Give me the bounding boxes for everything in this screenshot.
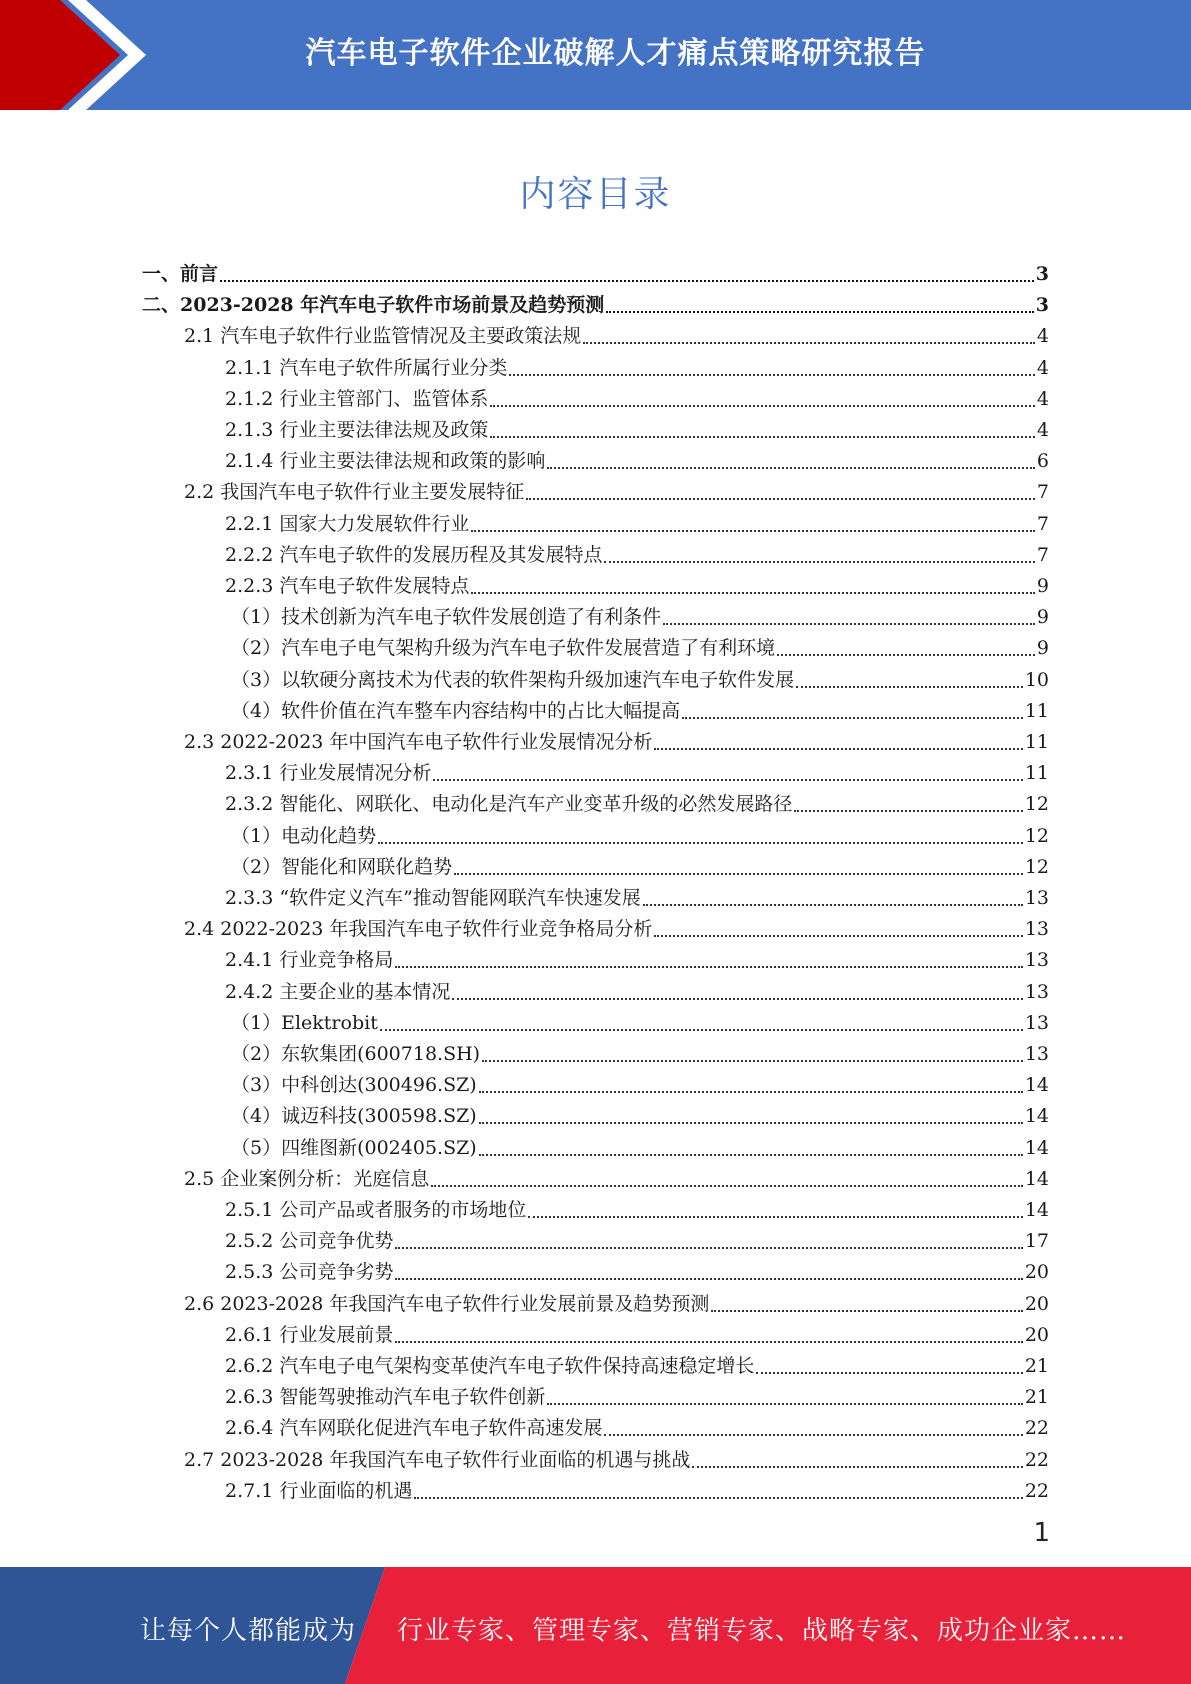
toc-entry-page: 14 xyxy=(1024,1136,1049,1159)
toc-entry-label: 2.6.4 汽车网联化促进汽车电子软件高速发展 xyxy=(225,1417,603,1440)
toc-entry-page: 11 xyxy=(1024,731,1049,753)
toc-entry-label: 2.1.1 汽车电子软件所属行业分类 xyxy=(225,356,508,379)
toc-dot-leader xyxy=(682,716,1023,719)
toc-entry-page: 11 xyxy=(1024,699,1049,722)
toc-dot-leader xyxy=(471,591,1035,594)
toc-dot-leader xyxy=(547,1402,1022,1405)
toc-entry[interactable] xyxy=(225,940,1049,971)
toc-entry[interactable] xyxy=(231,847,1049,878)
toc-entry-page: 12 xyxy=(1024,793,1049,816)
toc-dot-leader xyxy=(692,1465,1022,1468)
toc-entry-page: 22 xyxy=(1024,1479,1049,1502)
toc-entry[interactable] xyxy=(225,566,1049,597)
toc-entry-label: 2.3 2022-2023 年中国汽车电子软件行业发展情况分析 xyxy=(184,731,653,753)
toc-entry-label: 2.5.2 公司竞争优势 xyxy=(225,1230,394,1253)
footer-slogan-right: 行业专家、管理专家、营销专家、战略专家、成功企业家…… xyxy=(397,1616,1127,1646)
toc-entry-label: 2.4.1 行业竞争格局 xyxy=(225,949,394,972)
toc-entry-label: 2.4 2022-2023 年我国汽车电子软件行业竞争格局分析 xyxy=(184,918,653,941)
toc-entry-page: 9 xyxy=(1036,575,1049,597)
toc-entry-page: 14 xyxy=(1024,1105,1049,1128)
toc-dot-leader xyxy=(654,934,1022,937)
toc-entry[interactable] xyxy=(231,1034,1049,1065)
toc-entry[interactable] xyxy=(225,441,1049,472)
toc-entry-label: 一、前言 xyxy=(142,263,219,285)
toc-dot-leader xyxy=(479,1153,1023,1156)
toc-dot-leader xyxy=(583,341,1035,344)
toc-entry-page: 3 xyxy=(1035,294,1049,317)
toc-entry-label: 2.1.2 行业主管部门、监管体系 xyxy=(225,387,489,410)
toc-dot-leader xyxy=(479,1090,1023,1093)
toc-entry[interactable] xyxy=(225,1252,1049,1283)
toc-dot-leader xyxy=(604,1433,1022,1436)
toc-dot-leader xyxy=(471,529,1035,532)
toc-entry[interactable] xyxy=(231,1003,1049,1034)
toc-entry-page: 13 xyxy=(1024,1011,1049,1034)
footer-band xyxy=(0,1567,1191,1684)
toc-entry[interactable] xyxy=(225,379,1049,410)
toc-dot-leader xyxy=(606,310,1034,313)
toc-dot-leader xyxy=(490,404,1035,407)
toc-entry[interactable] xyxy=(184,722,1049,753)
toc-dot-leader xyxy=(380,1028,1023,1031)
toc-dot-leader xyxy=(414,1496,1022,1499)
toc-entry[interactable] xyxy=(184,472,1049,503)
toc-entry-page: 20 xyxy=(1024,1292,1049,1315)
toc-dot-leader xyxy=(654,747,1022,750)
toc-dot-leader xyxy=(433,778,1022,781)
toc-entry-label: 2.6.3 智能驾驶推动汽车电子软件创新 xyxy=(225,1386,546,1409)
toc-entry-label: 2.2 我国汽车电子软件行业主要发展特征 xyxy=(184,481,525,504)
toc-entry[interactable] xyxy=(225,535,1049,566)
toc-dot-leader xyxy=(395,1246,1022,1249)
toc-entry-page: 20 xyxy=(1024,1261,1049,1284)
toc-dot-leader xyxy=(547,466,1035,469)
toc-entry[interactable] xyxy=(142,285,1049,316)
toc-dot-leader xyxy=(528,1215,1022,1218)
toc-entry[interactable] xyxy=(231,660,1049,691)
toc-entry-page: 13 xyxy=(1024,980,1049,1003)
toc-entry-label: （1）电动化趋势 xyxy=(231,824,377,847)
toc-entry-page: 9 xyxy=(1036,606,1049,629)
toc-entry-page: 21 xyxy=(1024,1386,1049,1409)
toc-dot-leader xyxy=(643,903,1023,906)
toc-entry[interactable] xyxy=(225,1221,1049,1252)
toc-entry[interactable] xyxy=(231,1096,1049,1127)
toc-entry-label: 2.6.2 汽车电子电气架构变革使汽车电子软件保持高速稳定增长 xyxy=(225,1355,755,1377)
toc-dot-leader xyxy=(794,809,1022,812)
toc-entry-label: （3）中科创达(300496.SZ) xyxy=(231,1074,477,1097)
toc-dot-leader xyxy=(395,1277,1022,1280)
toc-entry-label: 2.1.3 行业主要法律法规及政策 xyxy=(225,419,489,441)
toc-entry-page: 17 xyxy=(1024,1230,1049,1253)
toc-entry-page: 12 xyxy=(1024,824,1049,847)
toc-dot-leader xyxy=(509,373,1035,376)
toc-entry-label: （2）东软集团(600718.SH) xyxy=(231,1043,481,1065)
toc-entry-label: （1）Elektrobit xyxy=(231,1011,378,1034)
toc-entry-label: 2.2.2 汽车电子软件的发展历程及其发展特点 xyxy=(225,543,603,566)
toc-dot-leader xyxy=(490,435,1035,438)
toc-entry-label: 2.7 2023-2028 年我国汽车电子软件行业面临的机遇与挑战 xyxy=(184,1448,691,1471)
toc-entry[interactable] xyxy=(225,1377,1049,1408)
toc-entry-page: 13 xyxy=(1024,887,1049,909)
toc-entry-page: 3 xyxy=(1035,263,1049,285)
toc-dot-leader xyxy=(378,841,1023,844)
toc-entry[interactable] xyxy=(231,1128,1049,1159)
toc-entry-page: 14 xyxy=(1024,1199,1049,1221)
toc-entry[interactable] xyxy=(184,316,1049,347)
toc-entry-page: 4 xyxy=(1036,325,1049,348)
footer-slogan-left: 让每个人都能成为 xyxy=(140,1616,357,1646)
toc-entry-page: 20 xyxy=(1024,1323,1049,1346)
toc-entry-label: 2.3.3 “软件定义汽车”推动智能网联汽车快速发展 xyxy=(225,887,641,909)
toc-dot-leader xyxy=(452,997,1022,1000)
toc-dot-leader xyxy=(482,1059,1023,1062)
toc-entry[interactable] xyxy=(225,504,1049,535)
toc-entry-label: 2.1.4 行业主要法律法规和政策的影响 xyxy=(225,450,546,473)
toc-entry-label: 2.6 2023-2028 年我国汽车电子软件行业发展前景及趋势预测 xyxy=(184,1292,710,1315)
toc-entry-label: 2.2.1 国家大力发展软件行业 xyxy=(225,512,470,535)
toc-entry[interactable] xyxy=(225,1315,1049,1346)
toc-entry-page: 7 xyxy=(1036,512,1049,535)
toc-entry[interactable] xyxy=(231,816,1049,847)
toc-entry-page: 12 xyxy=(1024,855,1049,878)
toc-entry-page: 13 xyxy=(1024,1043,1049,1065)
toc-entry-label: （3）以软硬分离技术为代表的软件架构升级加速汽车电子软件发展 xyxy=(231,668,795,691)
toc-entry[interactable] xyxy=(225,972,1049,1003)
toc-entry-page: 9 xyxy=(1036,637,1049,660)
toc-entry-label: 2.5.1 公司产品或者服务的市场地位 xyxy=(225,1199,527,1221)
toc-entry-page: 4 xyxy=(1036,356,1049,379)
toc-entry[interactable] xyxy=(225,784,1049,815)
toc-entry-label: 2.2.3 汽车电子软件发展特点 xyxy=(225,575,470,597)
toc-entry-label: 2.7.1 行业面临的机遇 xyxy=(225,1479,413,1502)
toc-entry-label: 2.5.3 公司竞争劣势 xyxy=(225,1261,394,1284)
toc-dot-leader xyxy=(220,279,1034,282)
toc-entry[interactable] xyxy=(184,909,1049,940)
toc-entry-page: 11 xyxy=(1024,762,1049,785)
toc-entry[interactable] xyxy=(225,1408,1049,1439)
toc-dot-leader xyxy=(756,1371,1022,1374)
toc-entry-page: 14 xyxy=(1024,1167,1049,1190)
toc-entry-label: （5）四维图新(002405.SZ) xyxy=(231,1136,477,1159)
toc-entry[interactable] xyxy=(184,1159,1049,1190)
toc-entry-page: 4 xyxy=(1036,387,1049,410)
toc-dot-leader xyxy=(711,1309,1022,1312)
toc-entry[interactable] xyxy=(231,691,1049,722)
toc-entry[interactable] xyxy=(225,1471,1049,1502)
toc-dot-leader xyxy=(663,622,1035,625)
page-number: 1 xyxy=(1033,1518,1050,1548)
toc-entry-label: （4）诚迈科技(300598.SZ) xyxy=(231,1105,477,1128)
toc-entry-page: 7 xyxy=(1036,543,1049,566)
toc-dot-leader xyxy=(604,560,1035,563)
toc-dot-leader xyxy=(454,872,1023,875)
toc-entry-label: （4）软件价值在汽车整车内容结构中的占比大幅提高 xyxy=(231,699,681,722)
toc-entry[interactable] xyxy=(184,1440,1049,1471)
toc-entry-page: 13 xyxy=(1024,918,1049,941)
toc-entry[interactable] xyxy=(231,597,1049,628)
toc-entry-label: 2.5 企业案例分析：光庭信息 xyxy=(184,1167,430,1190)
toc-entry-label: 2.1 汽车电子软件行业监管情况及主要政策法规 xyxy=(184,325,582,348)
toc-entry-page: 21 xyxy=(1024,1355,1049,1377)
toc-entry[interactable] xyxy=(225,410,1049,441)
toc-entry-page: 13 xyxy=(1024,949,1049,972)
toc-entry-page: 6 xyxy=(1036,450,1049,473)
toc-entry-page: 4 xyxy=(1036,419,1049,441)
toc-dot-leader xyxy=(395,965,1022,968)
toc-entry[interactable] xyxy=(225,878,1049,909)
toc-entry-label: 2.6.1 行业发展前景 xyxy=(225,1323,394,1346)
toc-dot-leader xyxy=(796,685,1023,688)
toc-dot-leader xyxy=(777,653,1035,656)
toc-entry-label: （1）技术创新为汽车电子软件发展创造了有利条件 xyxy=(231,606,662,629)
toc-dot-leader xyxy=(479,1121,1023,1124)
report-title: 汽车电子软件企业破解人才痛点策略研究报告 xyxy=(305,36,926,71)
toc-entry[interactable] xyxy=(184,1284,1049,1315)
toc-entry[interactable] xyxy=(225,1190,1049,1221)
toc-entry[interactable] xyxy=(225,348,1049,379)
header-band xyxy=(0,0,1191,110)
toc-entry-label: 二、2023-2028 年汽车电子软件市场前景及趋势预测 xyxy=(142,294,605,317)
toc-entry-label: （2）汽车电子电气架构升级为汽车电子软件发展营造了有利环境 xyxy=(231,637,776,660)
toc-dot-leader xyxy=(431,1184,1023,1187)
toc-dot-leader xyxy=(526,497,1035,500)
toc-heading: 内容目录 xyxy=(519,174,672,215)
toc-entry[interactable] xyxy=(231,628,1049,659)
toc-entry-label: （2）智能化和网联化趋势 xyxy=(231,855,453,878)
toc-entry-label: 2.4.2 主要企业的基本情况 xyxy=(225,980,451,1003)
toc-entry-page: 14 xyxy=(1024,1074,1049,1097)
toc-entry-page: 10 xyxy=(1024,668,1049,691)
toc-entry[interactable] xyxy=(225,753,1049,784)
toc-entry-page: 22 xyxy=(1024,1417,1049,1440)
toc-entry-page: 22 xyxy=(1024,1448,1049,1471)
toc-entry[interactable] xyxy=(142,254,1049,285)
toc-dot-leader xyxy=(395,1340,1022,1343)
toc-entry[interactable] xyxy=(231,1065,1049,1096)
toc-entry[interactable] xyxy=(225,1346,1049,1377)
toc-entry-label: 2.3.2 智能化、网联化、电动化是汽车产业变革升级的必然发展路径 xyxy=(225,793,793,816)
toc-entry-page: 7 xyxy=(1036,481,1049,504)
toc-entry-label: 2.3.1 行业发展情况分析 xyxy=(225,762,432,785)
